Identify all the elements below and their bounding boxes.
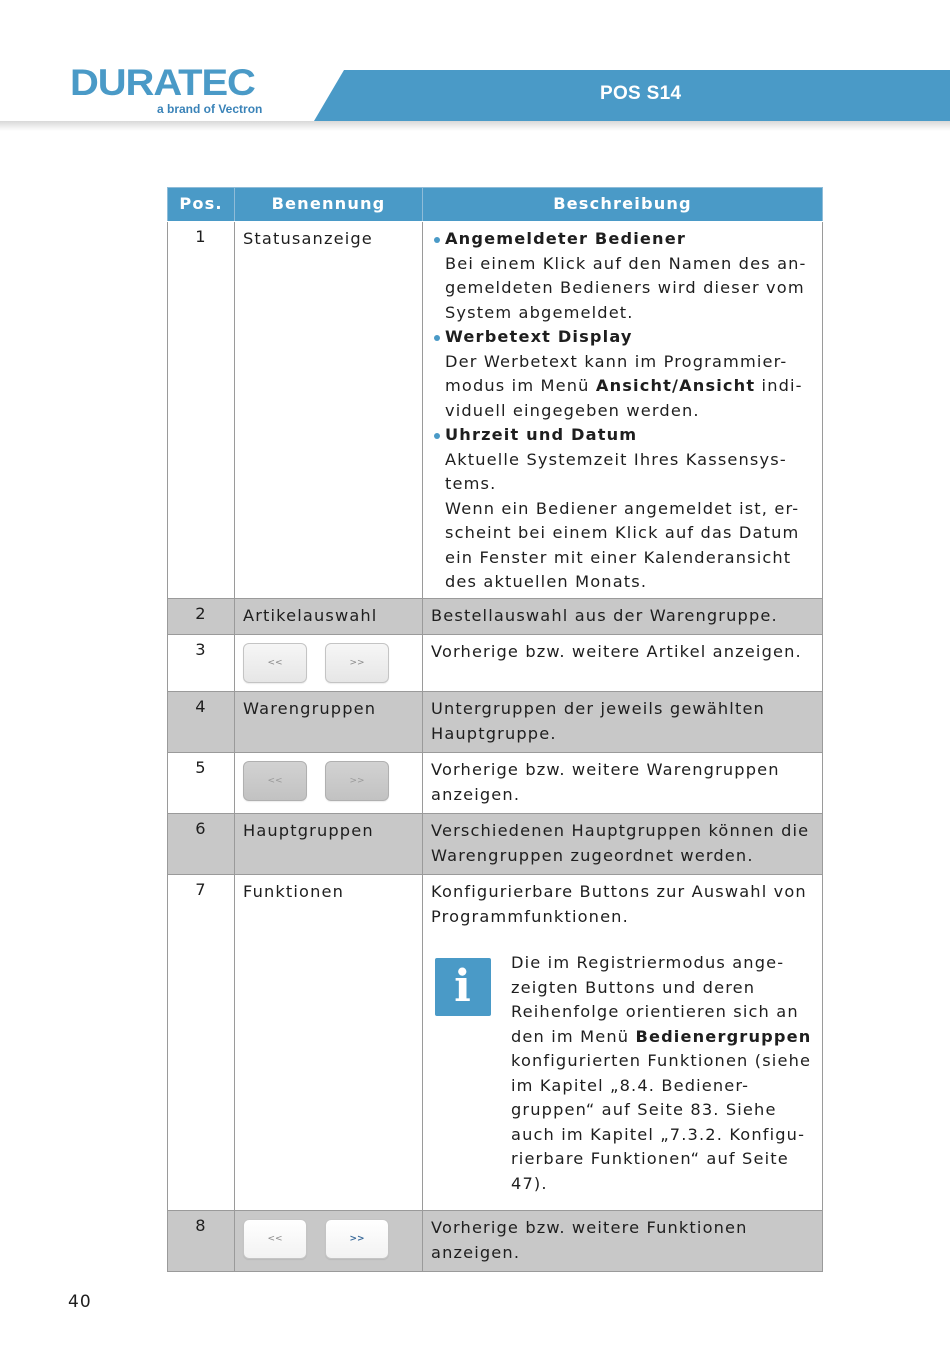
info-icon: i bbox=[435, 958, 491, 1016]
row-pos: 3 bbox=[168, 635, 235, 692]
item-text: Bei einem Klick auf den Namen des an- gemeldeten Bedieners wird dieser vom System abgemeldet. bbox=[445, 253, 807, 322]
table-row bbox=[168, 222, 823, 599]
item-text: indi- viduell eingegeben werden. bbox=[445, 376, 803, 420]
row-name: Statusanzeige bbox=[235, 222, 423, 599]
info-text: Die im Registriermodus ange- zeigten Buttons und deren Reihenfolge orientieren sich an den im Menü Bedienergruppen konfigurierten Funktionen (siehe im Kapitel „8.4. Bediener- gruppen“ auf Seite 83. Siehe auch im Kapitel „7.3.2. Konfigu- rierbare Funktionen“ auf Seite 47). bbox=[511, 953, 812, 1193]
page-header bbox=[0, 0, 950, 135]
row-name: Artikelauswahl bbox=[235, 598, 423, 635]
description-text: Konfigurierbare Buttons zur Auswahl von Programmfunktionen. bbox=[431, 882, 807, 926]
row-pos: 5 bbox=[168, 753, 235, 814]
document-title: POS S14 bbox=[600, 83, 682, 104]
column-header-name: Benennung bbox=[235, 188, 423, 222]
row-name: Funktionen bbox=[235, 875, 423, 1211]
column-header-pos: Pos. bbox=[168, 188, 235, 222]
row-description: Vorherige bzw. weitere Warengruppen anzeigen. bbox=[423, 753, 823, 814]
previous-button[interactable]: << bbox=[243, 643, 307, 683]
row-description bbox=[423, 222, 823, 599]
previous-button[interactable]: << bbox=[243, 1219, 307, 1259]
description-table bbox=[167, 187, 823, 1272]
header-shadow bbox=[0, 121, 950, 131]
logo-subtitle: a brand of Vectron bbox=[157, 102, 263, 116]
list-item bbox=[432, 227, 814, 325]
table-header-row bbox=[168, 188, 823, 222]
item-title: Uhrzeit und Datum bbox=[445, 425, 638, 444]
column-header-description: Beschreibung bbox=[423, 188, 823, 222]
row-pos: 4 bbox=[168, 692, 235, 753]
row-buttons bbox=[235, 753, 423, 814]
table-row bbox=[168, 598, 823, 635]
row-pos: 2 bbox=[168, 598, 235, 635]
menu-path: Bedienergruppen bbox=[635, 1026, 812, 1046]
table-row bbox=[168, 692, 823, 753]
table-row bbox=[168, 1211, 823, 1272]
item-text: Aktuelle Systemzeit Ihres Kassensys- tems. bbox=[445, 449, 787, 493]
next-button[interactable]: >> bbox=[325, 1219, 389, 1259]
list-item bbox=[432, 325, 814, 423]
svg-text:DURATEC: DURATEC bbox=[70, 62, 255, 102]
row-name: Hauptgruppen bbox=[235, 814, 423, 875]
row-pos: 8 bbox=[168, 1211, 235, 1272]
row-description: Vorherige bzw. weitere Funktionen anzeigen. bbox=[423, 1211, 823, 1272]
row-pos: 1 bbox=[168, 222, 235, 599]
table-row bbox=[168, 753, 823, 814]
row-description: Verschiedenen Hauptgruppen können die Warengruppen zugeordnet werden. bbox=[423, 814, 823, 875]
table-row bbox=[168, 635, 823, 692]
row-pos: 6 bbox=[168, 814, 235, 875]
row-description: Untergruppen der jeweils gewählten Hauptgruppe. bbox=[423, 692, 823, 753]
page-number: 40 bbox=[68, 1292, 92, 1312]
item-title: Angemeldeter Bediener bbox=[445, 229, 686, 248]
table-row bbox=[168, 875, 823, 1211]
row-name: Warengruppen bbox=[235, 692, 423, 753]
row-pos: 7 bbox=[168, 875, 235, 1211]
row-description: Bestellauswahl aus der Warengruppe. bbox=[423, 598, 823, 635]
next-button[interactable]: >> bbox=[325, 643, 389, 683]
row-buttons bbox=[235, 1211, 423, 1272]
row-description bbox=[423, 875, 823, 1211]
item-text: Wenn ein Bediener angemeldet ist, er- scheint bei einem Klick auf das Datum ein Fenster mit einer Kalenderansicht des aktuellen Monats. bbox=[445, 498, 800, 591]
previous-button[interactable]: << bbox=[243, 761, 307, 801]
item-text: Der Werbetext kann im Programmier- modus im Menü bbox=[445, 351, 788, 395]
next-button[interactable]: >> bbox=[325, 761, 389, 801]
table-row bbox=[168, 814, 823, 875]
menu-path: Ansicht/Ansicht bbox=[595, 376, 756, 395]
list-item bbox=[432, 423, 814, 595]
info-note bbox=[431, 951, 814, 1196]
row-buttons bbox=[235, 635, 423, 692]
item-title: Werbetext Display bbox=[445, 327, 633, 346]
row-description: Vorherige bzw. weitere Artikel anzeigen. bbox=[423, 635, 823, 692]
